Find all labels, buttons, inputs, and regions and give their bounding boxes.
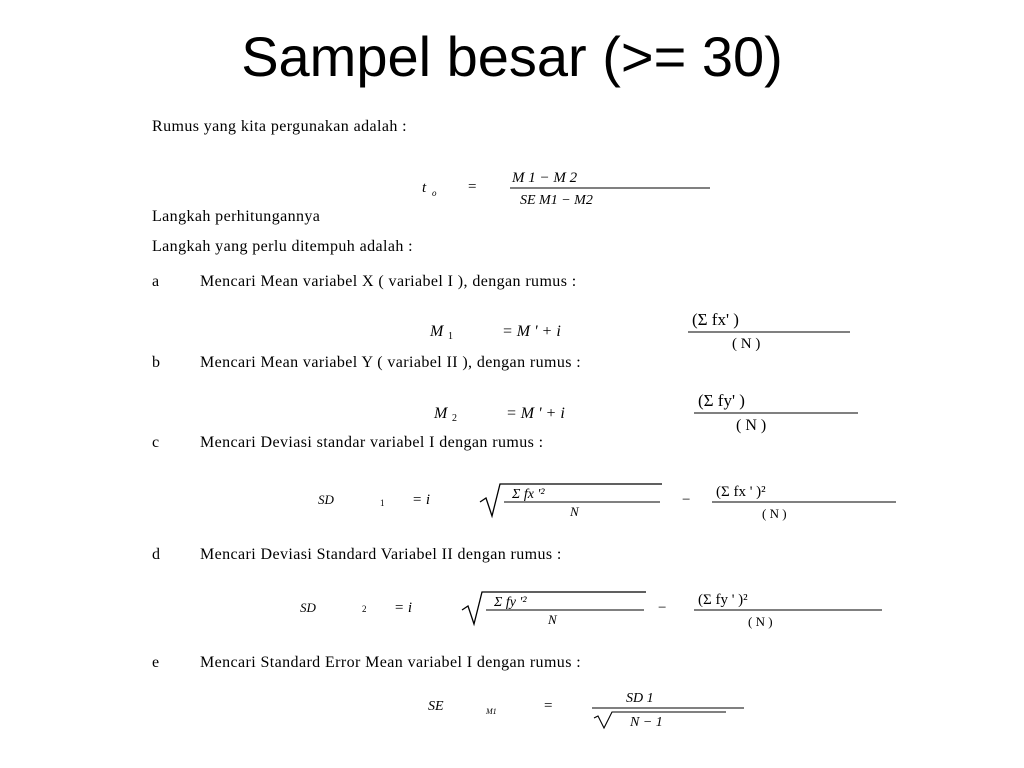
svg-text:= i: = i: [412, 492, 431, 508]
svg-text:N: N: [570, 504, 579, 519]
svg-text:Σ fx '²: Σ fx '²: [512, 487, 545, 502]
svg-text:Σ fy '²: Σ fy '²: [494, 595, 527, 610]
sd2-formula: [298, 584, 898, 636]
svg-text:N: N: [548, 612, 557, 627]
formula-numerator: M 1 − M 2: [512, 170, 578, 186]
svg-text:( N ): ( N ): [748, 614, 773, 629]
mean2-formula: [426, 388, 866, 436]
step-e-text: Mencari Standard Error Mean variabel I dengan rumus :: [200, 654, 582, 671]
se-formula: [426, 684, 766, 732]
svg-text:= i: = i: [394, 600, 413, 616]
svg-text:=: =: [468, 179, 477, 195]
svg-text:( N ): ( N ): [736, 417, 767, 434]
step-b-letter: b: [152, 354, 160, 371]
svg-text:( N ): ( N ): [732, 336, 761, 352]
svg-text:SE: SE: [428, 699, 444, 714]
svg-text:SD 1: SD 1: [626, 691, 654, 706]
step-c-letter: c: [152, 434, 160, 451]
svg-text:N − 1: N − 1: [630, 715, 663, 730]
heading-procedure: Langkah yang perlu ditempuh adalah :: [152, 238, 413, 255]
heading-steps: Langkah perhitungannya: [152, 208, 321, 225]
formula-lhs-sub: o: [432, 188, 437, 198]
svg-text:= M ' + i: = M ' + i: [502, 323, 561, 340]
svg-text:= M ' + i: = M ' + i: [506, 405, 565, 422]
step-b-text: Mencari Mean variabel Y ( variabel II ), dengan rumus :: [200, 354, 582, 371]
svg-text:(Σ fy' ): (Σ fy' ): [698, 391, 745, 410]
svg-text:SD: SD: [300, 600, 316, 615]
formula-denominator: SE M1 − M2: [520, 193, 593, 208]
svg-text:( N ): ( N ): [762, 506, 787, 521]
sd1-formula: [316, 476, 916, 528]
svg-text:2: 2: [362, 604, 367, 614]
svg-text:M: M: [430, 323, 444, 340]
svg-text:SD: SD: [318, 492, 334, 507]
svg-text:(Σ fx ' )²: (Σ fx ' )²: [716, 484, 766, 500]
intro-text: Rumus yang kita pergunakan adalah :: [152, 118, 407, 135]
svg-text:1: 1: [380, 498, 385, 508]
svg-text:(Σ fx' ): (Σ fx' ): [692, 310, 739, 329]
step-c-text: Mencari Deviasi standar variabel I dengan rumus :: [200, 434, 544, 451]
step-a-letter: a: [152, 273, 160, 290]
svg-text:M1: M1: [486, 707, 497, 716]
svg-text:−: −: [658, 600, 667, 616]
step-e-letter: e: [152, 654, 160, 671]
step-d-letter: d: [152, 546, 160, 563]
formula-lhs: t: [422, 180, 427, 196]
svg-text:1: 1: [448, 331, 453, 342]
svg-text:M: M: [434, 405, 448, 422]
step-a-text: Mencari Mean variabel X ( variabel I ), dengan rumus :: [200, 273, 577, 290]
svg-text:(Σ fy ' )²: (Σ fy ' )²: [698, 592, 748, 608]
t-test-formula: [412, 166, 732, 212]
svg-text:2: 2: [452, 413, 457, 424]
slide-title: Sampel besar (>= 30): [241, 25, 783, 88]
step-d-text: Mencari Deviasi Standard Variabel II dengan rumus :: [200, 546, 562, 563]
svg-text:−: −: [682, 492, 691, 508]
mean1-formula: [422, 308, 862, 354]
svg-text:=: =: [544, 698, 553, 714]
